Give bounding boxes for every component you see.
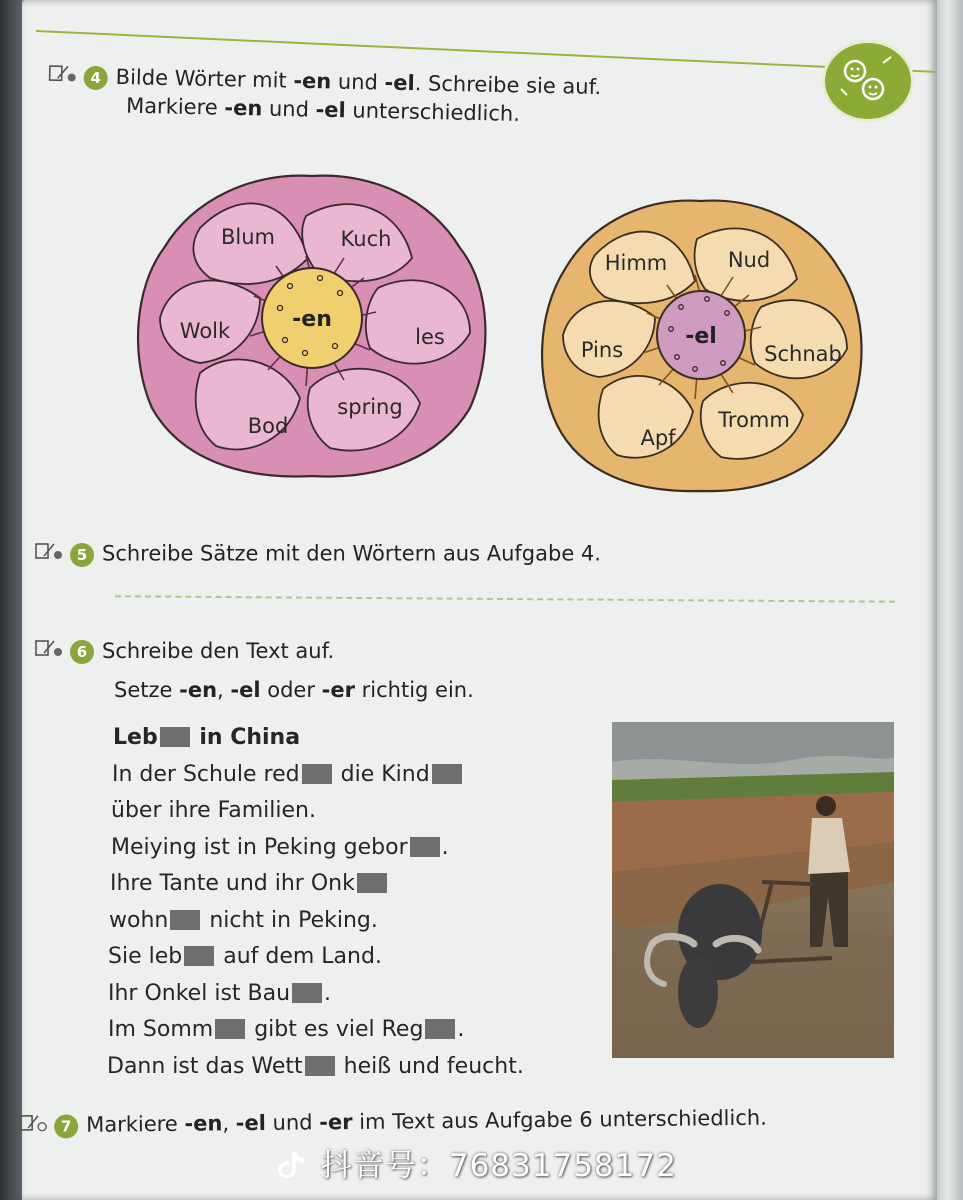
chapter-badge bbox=[822, 40, 914, 122]
blank-gap bbox=[425, 1019, 455, 1039]
task-5-text: Schreibe Sätze mit den Wörtern aus Aufgabe 4. bbox=[102, 541, 601, 566]
flower-el-petal: Apf bbox=[640, 426, 676, 450]
flower-el-petal: Nud bbox=[727, 248, 771, 272]
task-5-number: 5 bbox=[70, 543, 94, 567]
task-6-number: 6 bbox=[70, 640, 94, 664]
flower-en-petal: Kuch bbox=[340, 227, 392, 251]
text-line bbox=[108, 939, 524, 976]
text-line bbox=[111, 830, 524, 867]
text-fragment: . bbox=[457, 1017, 465, 1042]
text-line bbox=[107, 1049, 524, 1086]
flower-en-petal: les bbox=[415, 325, 445, 349]
pencil-icon bbox=[47, 62, 78, 92]
flower-el-petal: Tromm bbox=[718, 408, 790, 432]
blank-gap bbox=[215, 1019, 245, 1039]
watermark-label: 抖音号： bbox=[320, 1148, 449, 1184]
suffix-en: -en bbox=[224, 95, 263, 121]
text-fragment: in China bbox=[191, 725, 301, 750]
twin-faces-icon bbox=[833, 49, 899, 111]
flower-en bbox=[130, 168, 495, 483]
cloze-text bbox=[108, 720, 524, 1085]
pencil-icon bbox=[34, 633, 64, 671]
flower-el bbox=[535, 195, 870, 495]
flower-el-center: -el bbox=[685, 324, 717, 349]
flower-en-center: -en bbox=[292, 307, 332, 332]
text-fragment: Ihre Tante und ihr Onk bbox=[110, 871, 355, 896]
flower-el-petal: Himm bbox=[604, 251, 668, 275]
suffix-el: -el bbox=[315, 97, 347, 123]
farmer-buffalo-photo bbox=[612, 722, 894, 1058]
blank-gap bbox=[357, 873, 387, 893]
task-4-text: . Schreibe sie auf. bbox=[414, 71, 602, 100]
blank-gap bbox=[160, 727, 190, 747]
text-fragment: die Kind bbox=[333, 761, 430, 787]
blank-gap bbox=[184, 946, 214, 966]
task-6-text: oder bbox=[260, 678, 322, 702]
text-line bbox=[112, 757, 524, 794]
task-5-instruction bbox=[34, 540, 601, 569]
blank-gap bbox=[170, 910, 200, 930]
suffix-en: -en bbox=[179, 678, 218, 702]
text-fragment: Ihr Onkel ist Bau bbox=[108, 980, 291, 1006]
pencil-icon bbox=[18, 1112, 48, 1141]
text-fragment: nicht in Peking. bbox=[202, 907, 378, 933]
task-7-text: im Text aus Aufgabe 6 unterschiedlich. bbox=[352, 1105, 767, 1134]
task-4-text: unterschiedlich. bbox=[345, 98, 521, 126]
blank-gap bbox=[302, 764, 332, 784]
task-7-text: Markiere bbox=[86, 1111, 185, 1137]
pencil-icon bbox=[34, 540, 64, 569]
task-7-text: und bbox=[265, 1110, 320, 1135]
text-fragment: Meiying ist in Peking gebor bbox=[111, 834, 408, 860]
suffix-en: -en bbox=[184, 1111, 223, 1136]
flower-en-petal: spring bbox=[337, 395, 403, 419]
flower-el-petal: Schnab bbox=[764, 342, 842, 366]
flower-en-petal: Wolk bbox=[179, 319, 231, 343]
text-line bbox=[109, 903, 524, 940]
task-4-text: Markiere bbox=[125, 93, 225, 120]
suffix-er: -er bbox=[321, 678, 355, 702]
task-7-number: 7 bbox=[54, 1114, 78, 1138]
text-fragment: Dann ist das Wett bbox=[107, 1053, 303, 1079]
task-6-text: Setze bbox=[114, 678, 180, 702]
suffix-en: -en bbox=[293, 68, 332, 94]
text-line bbox=[110, 866, 524, 903]
task-6-text: , bbox=[217, 678, 231, 702]
task-6-text: Schreibe den Text auf. bbox=[102, 639, 335, 663]
book-spine bbox=[0, 0, 22, 1200]
page-edge bbox=[937, 0, 963, 1200]
suffix-el: -el bbox=[235, 1110, 267, 1136]
task-4-text: und bbox=[262, 96, 316, 122]
blank-gap bbox=[410, 837, 440, 857]
blank-gap bbox=[305, 1056, 335, 1076]
blank-gap bbox=[432, 764, 462, 784]
blank-gap bbox=[292, 983, 322, 1003]
text-fragment: Sie leb bbox=[108, 944, 183, 969]
text-line: über ihre Familien. bbox=[111, 798, 316, 823]
watermark-id: 76831758172 bbox=[448, 1148, 677, 1184]
text-fragment: wohn bbox=[109, 907, 169, 933]
suffix-el: -el bbox=[230, 678, 261, 702]
suffix-el: -el bbox=[384, 70, 415, 96]
task-4-text: und bbox=[331, 69, 385, 95]
flower-en-petal: Bod bbox=[247, 414, 289, 438]
text-fragment: Leb bbox=[113, 725, 158, 750]
text-line bbox=[108, 1012, 524, 1049]
task-6-instruction bbox=[34, 632, 474, 709]
text-fragment: In der Schule red bbox=[112, 761, 300, 787]
text-fragment: . bbox=[441, 834, 449, 860]
flower-en-petal: Blum bbox=[220, 225, 276, 249]
task-4-text: Bilde Wörter mit bbox=[115, 64, 294, 93]
flower-el-petal: Pins bbox=[580, 338, 624, 362]
suffix-er: -er bbox=[319, 1109, 353, 1135]
douyin-logo-icon bbox=[276, 1148, 321, 1184]
text-line bbox=[108, 976, 524, 1013]
text-fragment: auf dem Land. bbox=[216, 944, 382, 969]
text-title bbox=[113, 720, 524, 757]
task-4-number: 4 bbox=[83, 65, 107, 89]
douyin-watermark bbox=[276, 1140, 677, 1185]
task-4-instruction bbox=[47, 62, 602, 130]
task-7-text: , bbox=[222, 1111, 236, 1136]
task-6-text: richtig ein. bbox=[354, 678, 474, 702]
text-fragment: . bbox=[324, 980, 332, 1006]
text-fragment: heiß und feucht. bbox=[336, 1053, 524, 1079]
text-fragment: gibt es viel Reg bbox=[247, 1017, 424, 1042]
text-fragment: Im Somm bbox=[108, 1017, 214, 1042]
